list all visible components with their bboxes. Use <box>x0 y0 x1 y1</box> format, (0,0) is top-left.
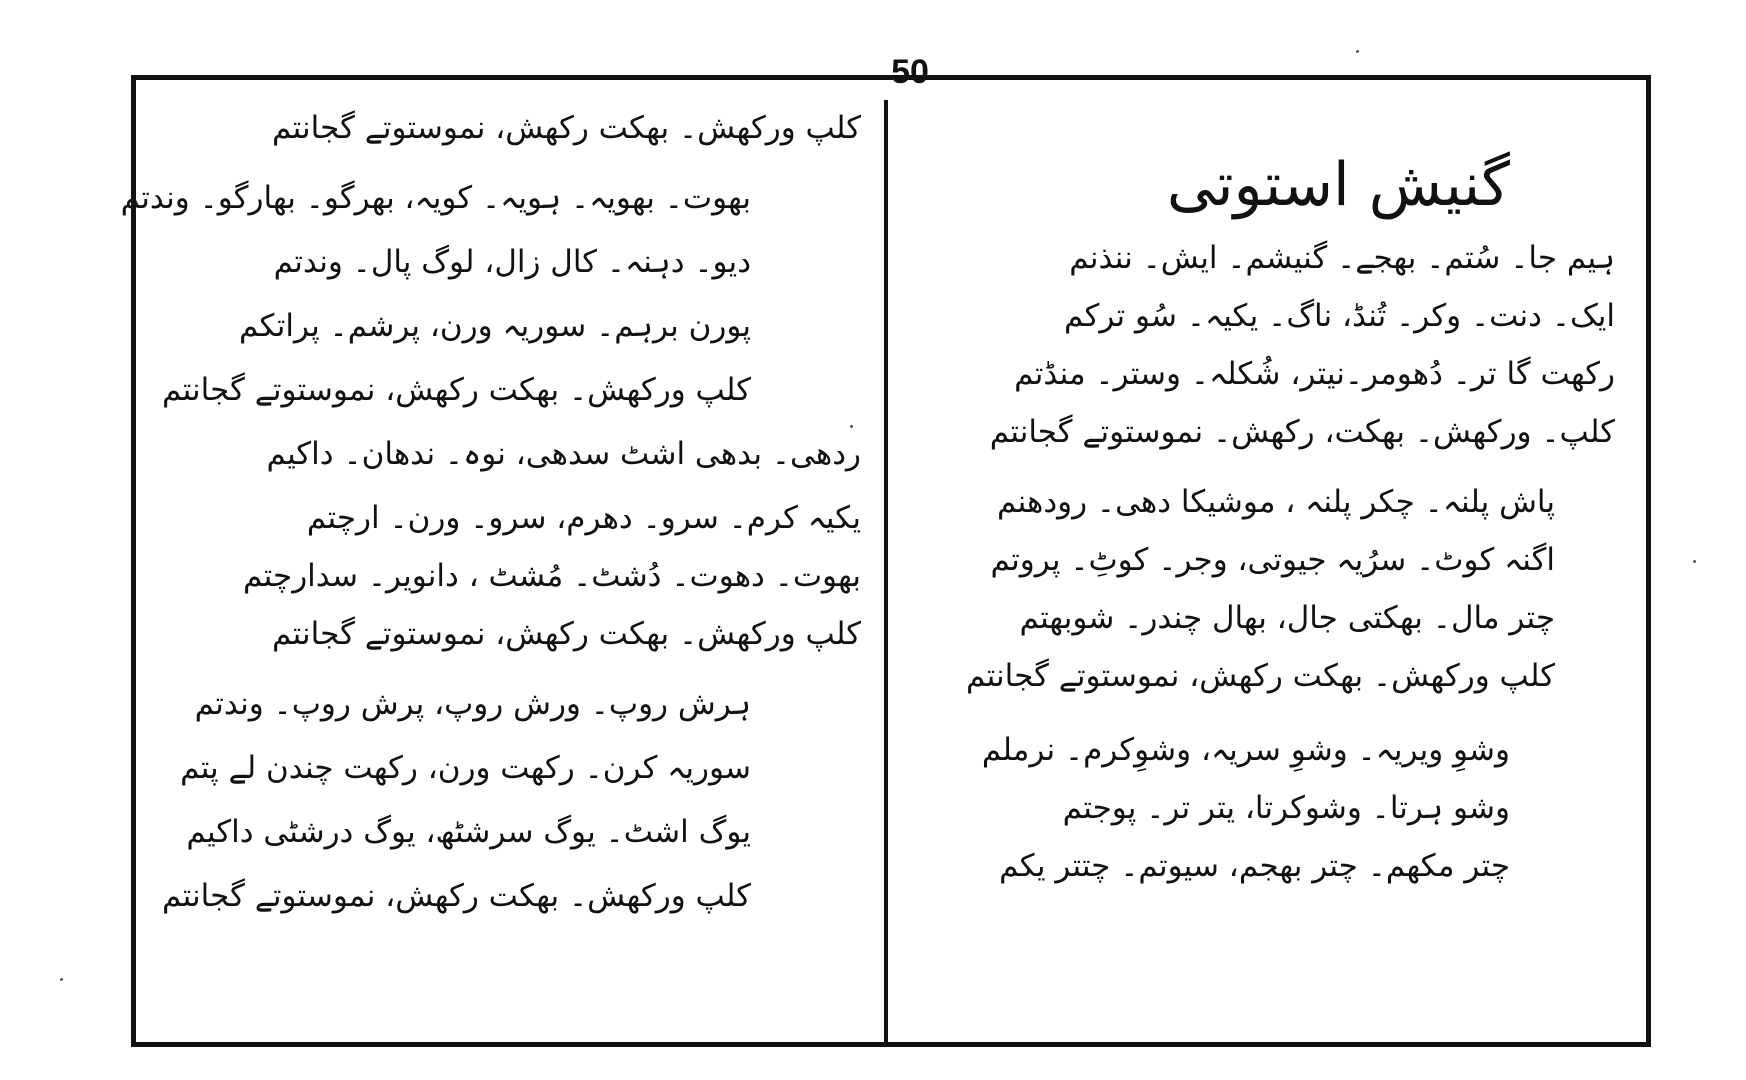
verse-line: کلپ ورکھش۔ بھکت رکھش، نموستوتے گجانتم <box>966 658 1555 694</box>
column-divider <box>884 100 888 1045</box>
verse-line: پاش پلنہ۔ چکر پلنہ ، موشیکا دھی۔ رودھنم <box>996 484 1555 520</box>
verse-line: بھوت۔ بھویہ۔ ہویہ۔ کویہ، بھرگو۔ بھارگو۔ وندتم <box>120 180 751 216</box>
verse-line: سوریہ کرن۔ رکھت ورن، رکھت چندن لے پتم <box>180 750 751 786</box>
verse-line: کلپ ورکھش۔ بھکت رکھش، نموستوتے گجانتم <box>162 878 751 914</box>
verse-line: کلپ ورکھش۔ بھکت رکھش، نموستوتے گجانتم <box>162 372 751 408</box>
verse-line: یکیہ کرم۔ سرو۔ دھرم، سرو۔ ورن۔ ارچتم <box>306 500 861 536</box>
scan-speck <box>1356 50 1359 53</box>
verse-line: وشو ہرتا۔ وشوکرتا، یتر تر۔ پوجتم <box>1062 790 1510 826</box>
scan-speck <box>60 978 63 981</box>
verse-line: دیو۔ دہنہ۔ کال زال، لوگ پال۔ وندتم <box>273 244 751 280</box>
verse-line: یوگ اشٹ۔ یوگ سرشٹھ، یوگ درشٹی داکیم <box>186 814 751 850</box>
verse-line: اگنہ کوٹ۔ سرُیہ جیوتی، وجر۔ کوٹِ۔ پروتم <box>990 542 1555 578</box>
verse-line: ردھی۔ بدھی اشٹ سدھی، نوہ۔ ندھان۔ داکیم <box>266 436 861 472</box>
verse-line: ہیم جا۔ سُتم۔ بھجے۔ گنیشم۔ ایش۔ ننذنم <box>1069 240 1615 276</box>
verse-line: کلپ ورکھش۔ بھکت رکھش، نموستوتے گجانتم <box>272 616 861 652</box>
verse-line: کلپ ورکھش۔ بھکت رکھش، نموستوتے گجانتم <box>272 110 861 146</box>
verse-line: چتر مکھم۔ چتر بھجم، سیوتم۔ چتتر یکم <box>999 848 1510 884</box>
hymn-title: گنیش استوتی <box>1166 150 1510 220</box>
scan-speck <box>1693 560 1696 563</box>
page-number: 50 <box>891 53 929 91</box>
scan-speck <box>850 425 853 428</box>
verse-line: بھوت۔ دھوت۔ دُشٹ۔ مُشٹ ، دانویر۔ سدارچتم <box>243 558 861 594</box>
verse-line: وشوِ ویریہ۔ وشوِ سریہ، وشوِکرم۔ نرملم <box>981 732 1510 768</box>
verse-line: ایک۔ دنت۔ وکر۔ تُنڈ، ناگ۔ یکیہ۔ سُو ترکم <box>1064 298 1615 334</box>
verse-line: ہرش روپ۔ ورش روپ، پرش روپ۔ وندتم <box>194 686 751 722</box>
verse-line: پورن برہم۔ سوریہ ورن، پرشم۔ پراتکم <box>238 308 751 344</box>
verse-line: رکھت گا تر۔ دُھومر۔نیتر، شُکلہ۔ وستر۔ منڈتم <box>1014 356 1615 392</box>
verse-line: چتر مال۔ بھکتی جال، بھال چندر۔ شوبھتم <box>1019 600 1555 636</box>
verse-line: کلپ۔ ورکھش۔ بھکت، رکھش۔ نموستوتے گجانتم <box>989 414 1615 450</box>
